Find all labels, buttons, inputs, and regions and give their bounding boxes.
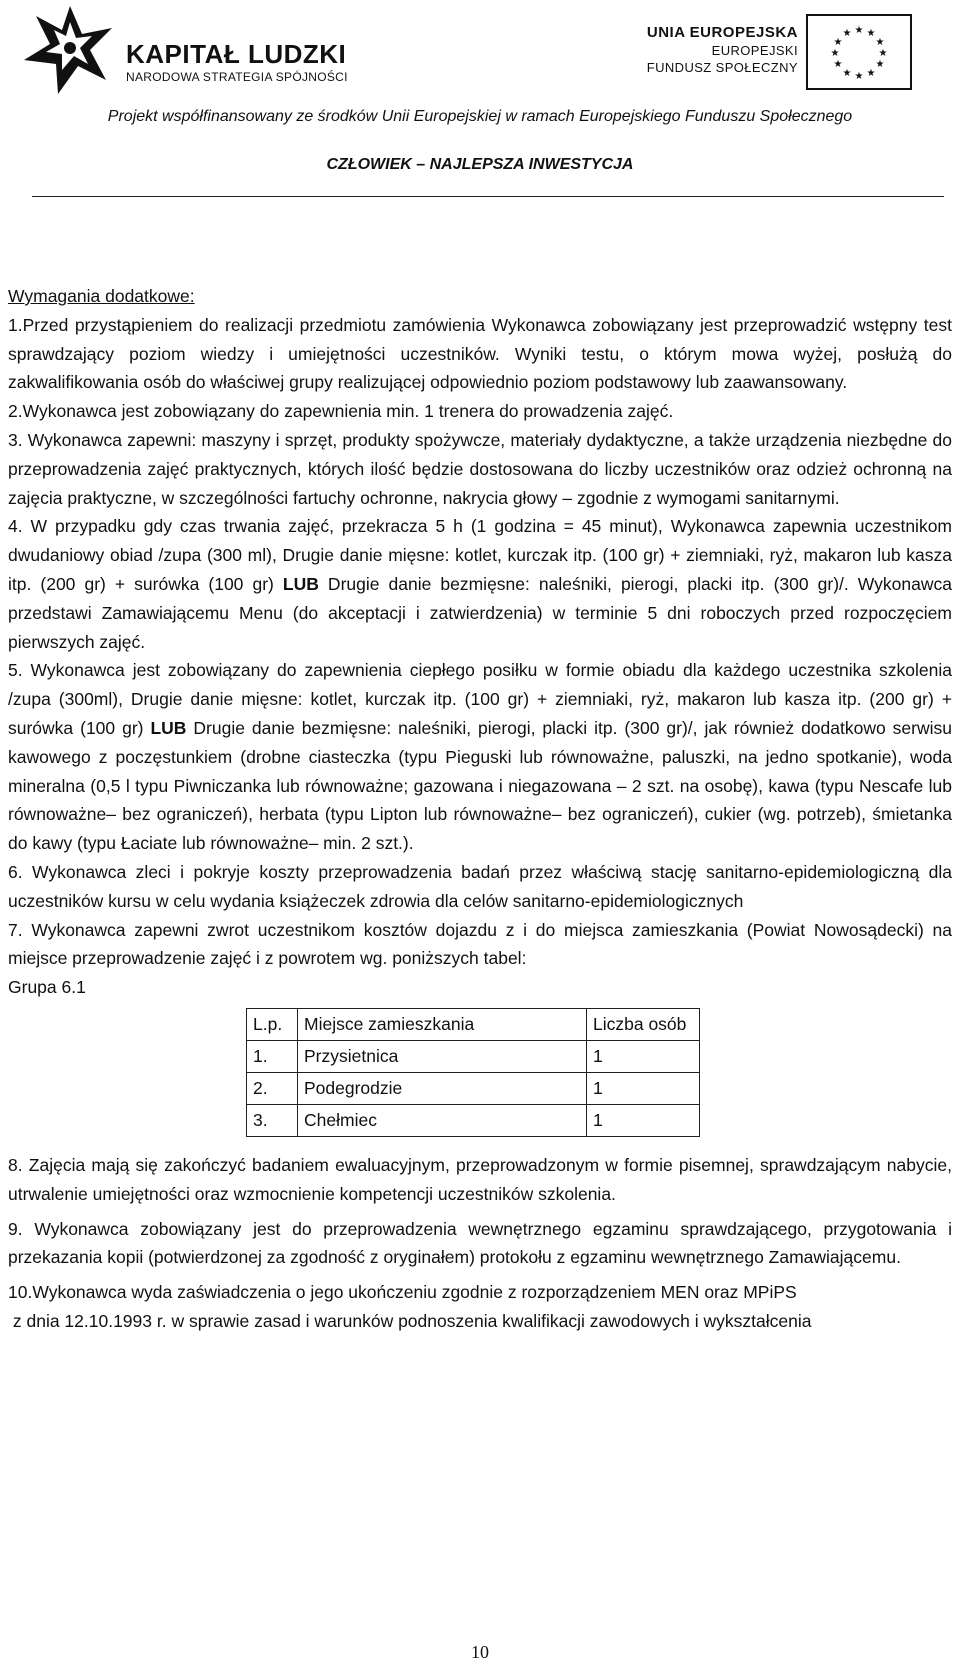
- page-number: 10: [471, 1642, 489, 1662]
- table-row: [247, 1040, 700, 1072]
- table-header-row: [247, 1008, 700, 1040]
- paragraph-10-line-2: z dnia 12.10.1993 r. w sprawie zasad i warunków podnoszenia kwalifikacji zawodowych i wykształcenia: [8, 1310, 812, 1331]
- ue-line2: EUROPEJSKI: [711, 43, 798, 58]
- svg-text:★: ★: [842, 28, 852, 39]
- svg-text:★: ★: [875, 59, 885, 70]
- table-cell: 1: [587, 1104, 700, 1136]
- kapital-ludzki-title: KAPITAŁ LUDZKI: [126, 39, 347, 69]
- table-cell: 3.: [247, 1104, 298, 1136]
- kapital-ludzki-star-icon: [18, 4, 118, 96]
- svg-text:★: ★: [842, 68, 852, 79]
- table-cell: Podegrodzie: [298, 1072, 587, 1104]
- section-heading: Wymagania dodatkowe:: [8, 286, 195, 306]
- svg-text:★: ★: [875, 37, 885, 48]
- table-header-cell: Liczba osób: [587, 1008, 700, 1040]
- svg-text:★: ★: [830, 48, 840, 59]
- paragraph-3: 3. Wykonawca zapewni: maszyny i sprzęt, produkty spożywcze, materiały dydaktyczne, a także urządzenia niezbędne do przeprowadzenia zajęć praktycznych, których ilość będzie dostosowana do liczby uczestników oraz odzież ochronną na zajęcia praktyczne, w szczególności fartuchy ochronne, nakrycia głowy – zgodnie z wymogami sanitarnymi.: [8, 429, 952, 508]
- paragraph-6: 6. Wykonawca zleci i pokryje koszty przeprowadzenia badań przez właściwą stację sanitarno-epidemiologiczną dla uczestników kursu w celu wydania książeczek zdrowia dla celów sanitarno-epidemiologicznych: [8, 861, 952, 911]
- paragraph-5: [8, 656, 952, 858]
- table-header-cell: Miejsce zamieszkania: [298, 1008, 587, 1040]
- paragraph-5-bold: LUB: [150, 717, 187, 738]
- svg-text:★: ★: [833, 37, 843, 48]
- project-cofinancing-line: Projekt współfinansowany ze środków Unii Europejskiej w ramach Europejskiego Funduszu Społecznego: [107, 108, 853, 125]
- svg-text:★: ★: [833, 59, 843, 70]
- table-row: [247, 1104, 700, 1136]
- ue-line3: FUNDUSZ SPOŁECZNY: [646, 60, 798, 75]
- table-cell: Chełmiec: [298, 1104, 587, 1136]
- svg-text:★: ★: [878, 48, 888, 59]
- paragraph-4-part-a: 4. W przypadku gdy czas trwania zajęć, przekracza 5 h (1 godzina = 45 minut), Wykonawca zapewnia uczestnikom dwudaniowy obiad /zupa (300 ml), Drugie danie mięsne: kotlet, kurczak itp. (100 gr) + ziemniaki, ryż, makaron lub kasza itp. (200 gr) + surówka (100 gr): [8, 516, 952, 594]
- paragraph-5-part-b: Drugie danie bezmięsne: naleśniki, pierogi, placki itp. (300 gr)/, jak również dodatkowo serwisu kawowego z poczęstunkiem (drobne ciasteczka (typu Pieguski lub równoważne, paluszki, na jedno spotkanie), woda mineralna (0,5 l typu Piwniczanka lub równoważne; gazowana i niegazowana – 2 szt. na osobę), kawa (typu Nescafe lub równoważne– bez ograniczeń), herbata (typu Lipton lub równoważne– bez ograniczeń), cukier (wg. potrzeb), śmietanka do kawy (typu Łaciate lub równoważne– min. 2 szt.).: [8, 717, 953, 854]
- residence-table: [246, 1008, 700, 1137]
- svg-text:★: ★: [866, 68, 876, 79]
- group-label: Grupa 6.1: [8, 977, 86, 998]
- table-cell: 1: [587, 1072, 700, 1104]
- document-body: [8, 282, 952, 1336]
- table-header-cell: L.p.: [247, 1008, 298, 1040]
- paragraph-4-part-b: Drugie danie bezmięsne: naleśniki, pierogi, placki itp. (300 gr)/. Wykonawca przedstawi Zamawiającemu Menu (do akceptacji i zatwierdzenia) w terminie 5 dni roboczych przed rozpoczęciem pierwszych zajęć.: [8, 573, 952, 652]
- table-row: [247, 1072, 700, 1104]
- table-cell: 2.: [247, 1072, 298, 1104]
- paragraph-4-bold: LUB: [282, 573, 319, 594]
- paragraph-8: 8. Zajęcia mają się zakończyć badaniem ewaluacyjnym, przeprowadzonym w formie pisemnej, sprawdzającym nabycie, utrwalenie umiejętności oraz wzmocnienie kompetencji uczestników szkolenia.: [8, 1154, 952, 1204]
- paragraph-2: 2.Wykonawca jest zobowiązany do zapewnienia min. 1 trenera do prowadzenia zajęć.: [8, 401, 674, 422]
- table-cell: Przysietnica: [298, 1040, 587, 1072]
- svg-text:★: ★: [854, 25, 864, 36]
- kapital-ludzki-subtitle: NARODOWA STRATEGIA SPÓJNOŚCI: [126, 70, 348, 84]
- eu-flag-icon: [806, 14, 912, 90]
- ue-line1: UNIA EUROPEJSKA: [646, 24, 798, 41]
- table-cell: 1: [587, 1040, 700, 1072]
- eu-fund-label: [630, 24, 798, 76]
- paragraph-9: 9. Wykonawca zobowiązany jest do przeprowadzenia wewnętrznego egzaminu sprawdzającego, przygotowania i przekazania kopii (potwierdzonej za zgodność z oryginałem) protokołu z egzaminu wewnętrznego Zamawiającemu.: [8, 1218, 952, 1268]
- svg-text:★: ★: [866, 28, 876, 39]
- svg-text:★: ★: [854, 71, 864, 82]
- paragraph-1: 1.Przed przystąpieniem do realizacji przedmiotu zamówienia Wykonawca zobowiązany jest przeprowadzić wstępny test sprawdzający poziom wiedzy i umiejętności uczestników. Wyniki testu, o którym mowa wyżej, posłużą do zakwalifikowania osób do właściwej grupy realizującej odpowiednio poziom podstawowy lub zaawansowany.: [8, 314, 952, 393]
- table-cell: 1.: [247, 1040, 298, 1072]
- paragraph-10-line-1: 10.Wykonawca wyda zaświadczenia o jego ukończeniu zgodnie z rozporządzeniem MEN oraz MPiPS: [8, 1282, 797, 1303]
- kapital-ludzki-logo: [18, 4, 348, 96]
- paragraph-7: 7. Wykonawca zapewni zwrot uczestnikom kosztów dojazdu z i do miejsca zamieszkania (Powiat Nowosądecki) na miejsce przeprowadzenie zajęć i z powrotem wg. poniższych tabel:: [8, 919, 952, 969]
- paragraph-5-part-a: 5. Wykonawca jest zobowiązany do zapewnienia ciepłego posiłku w formie obiadu dla każdego uczestnika szkolenia /zupa (300ml), Drugie danie mięsne: kotlet, kurczak itp. (100 gr) + ziemniaki, ryż, makaron lub kasza itp. (200 gr) + surówka (100 gr): [8, 660, 952, 738]
- paragraph-4: [8, 512, 952, 656]
- header-motto: CZŁOWIEK – NAJLEPSZA INWESTYCJA: [326, 156, 634, 173]
- header-divider: [32, 196, 944, 197]
